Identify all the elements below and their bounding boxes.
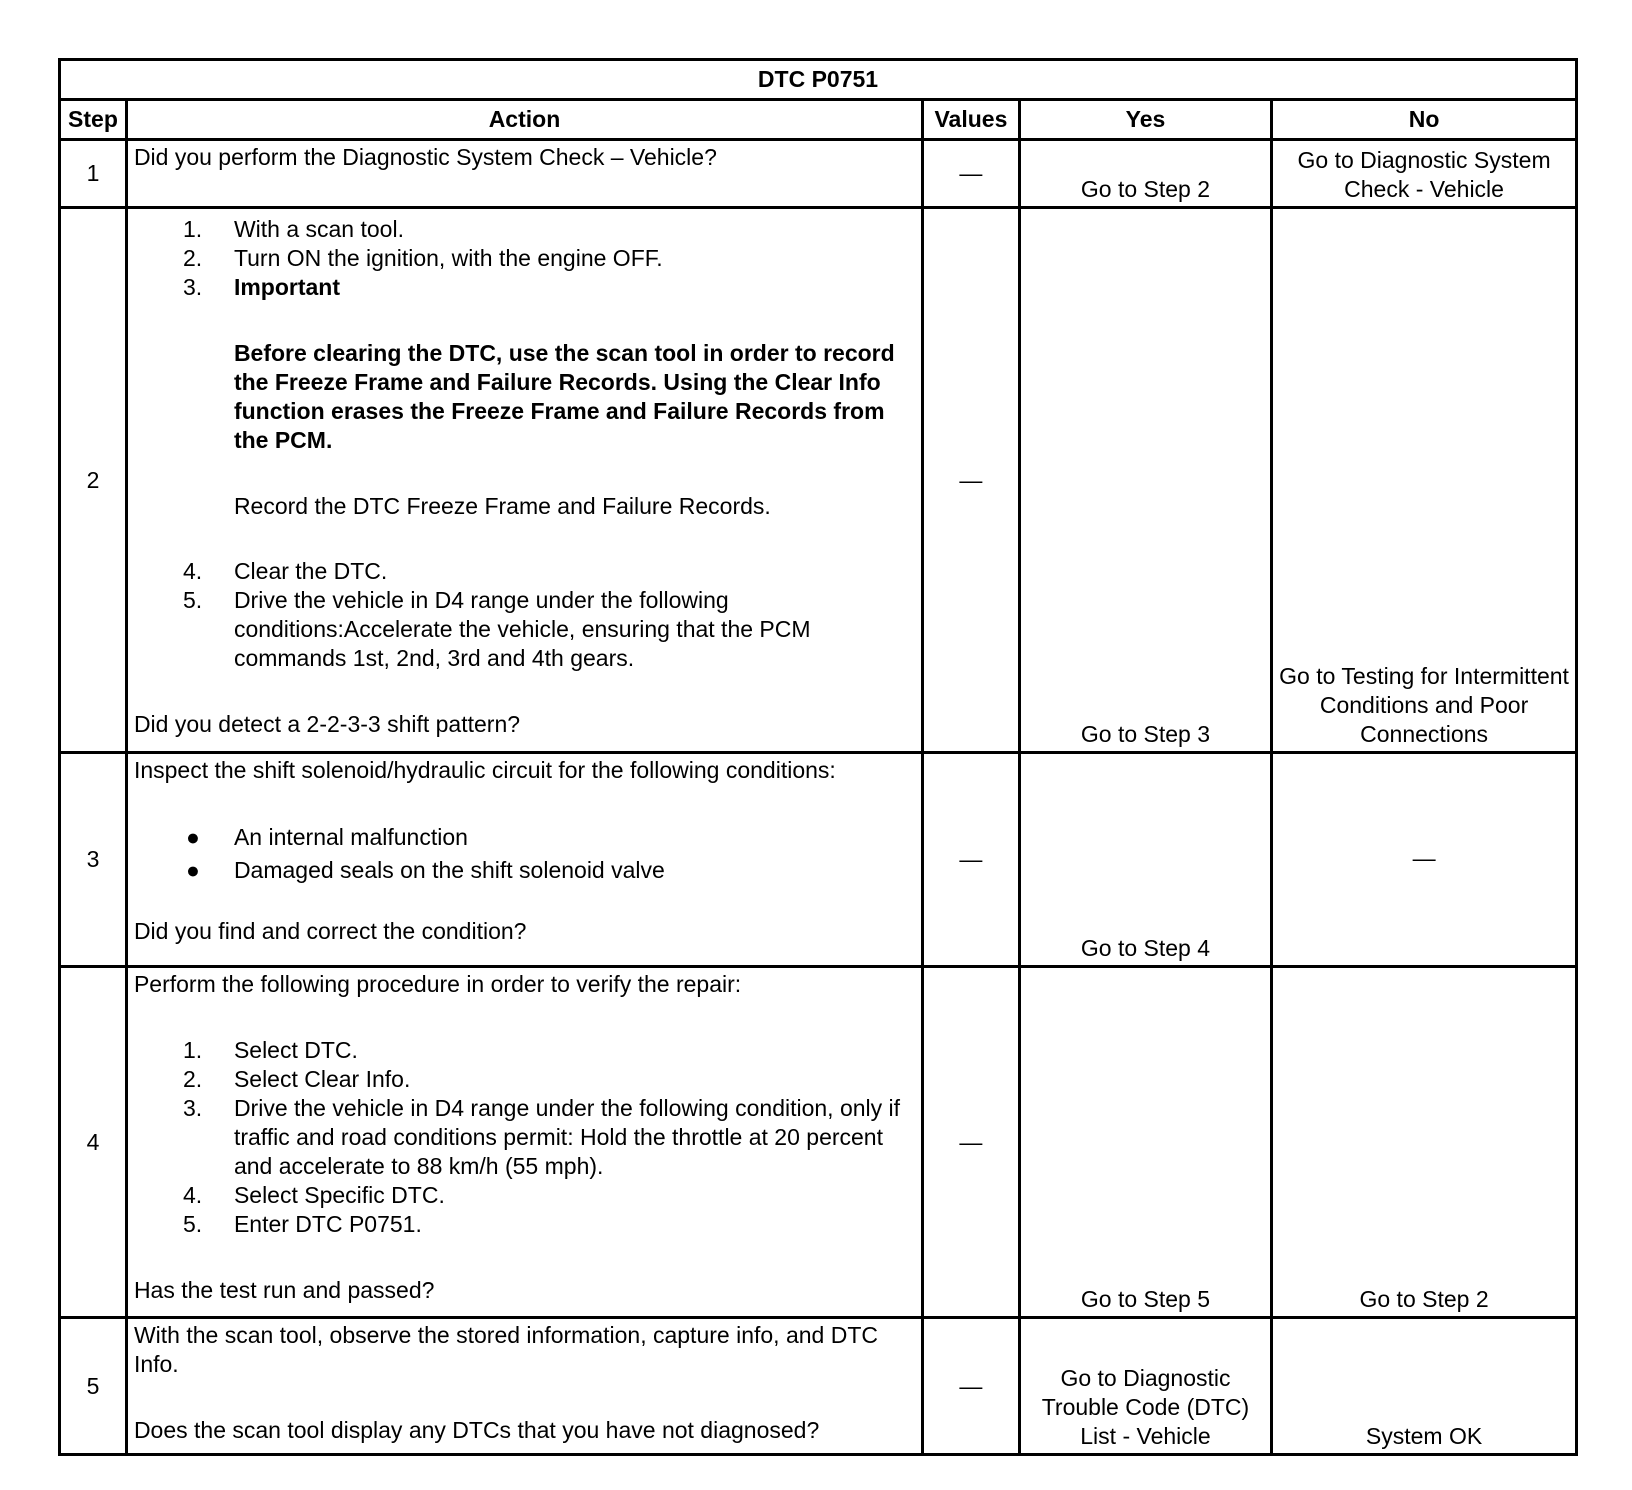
list-item: ● An internal malfunction [185, 824, 468, 850]
bullet-icon: ● [185, 824, 200, 850]
yes-cell: Go to Step 3 [1019, 208, 1271, 753]
no-cell: Go to Testing for Intermittent Conditions and Poor Connections [1272, 208, 1577, 753]
condition-list [134, 823, 915, 885]
action-cell [126, 1318, 922, 1455]
list-item: 1. Select DTC. [182, 1037, 358, 1063]
procedure-list [134, 1036, 915, 1239]
action-question: Does the scan tool display any DTCs that you have not diagnosed? [133, 1417, 820, 1443]
table-row-step-4 [60, 967, 1577, 1318]
procedure-list [134, 215, 915, 302]
table-title-row [60, 60, 1577, 100]
yes-cell: Go to Step 4 [1019, 753, 1271, 967]
table-title: DTC P0751 [60, 60, 1577, 100]
action-question: Did you detect a 2-2-3-3 shift pattern? [133, 711, 521, 737]
yes-cell: Go to Step 2 [1019, 140, 1271, 208]
action-intro: With the scan tool, observe the stored information, capture info, and DTC Info. [133, 1322, 878, 1377]
record-instruction: Record the DTC Freeze Frame and Failure Records. [233, 493, 771, 519]
no-cell: — [1272, 753, 1577, 967]
no-cell: System OK [1272, 1318, 1577, 1455]
no-cell: Go to Diagnostic System Check - Vehicle [1272, 140, 1577, 208]
yes-cell: Go to Diagnostic Trouble Code (DTC) List - Vehicle [1019, 1318, 1271, 1455]
action-question: Did you perform the Diagnostic System Check – Vehicle? [133, 144, 717, 170]
bullet-icon: ● [185, 857, 200, 883]
values-cell: — [923, 140, 1020, 208]
action-intro: Perform the following procedure in order to verify the repair: [133, 971, 742, 997]
table-row-step-1 [60, 140, 1577, 208]
list-item: 5. Enter DTC P0751. [182, 1211, 422, 1237]
action-cell [126, 208, 922, 753]
step-number: 2 [60, 208, 127, 753]
header-step: Step [60, 100, 127, 140]
list-item: 5. Drive the vehicle in D4 range under the following conditions:Accelerate the vehicle, ensuring that the PCM commands 1st, 2nd, 3rd and 4th gears. [182, 587, 811, 671]
list-item: 4. Clear the DTC. [182, 558, 388, 584]
values-cell: — [923, 967, 1020, 1318]
header-yes: Yes [1019, 100, 1271, 140]
action-cell [126, 140, 922, 208]
header-no: No [1272, 100, 1577, 140]
list-item: 2. Turn ON the ignition, with the engine OFF. [182, 245, 663, 271]
table-row-step-3 [60, 753, 1577, 967]
list-item: 1. With a scan tool. [182, 216, 404, 242]
step-number: 5 [60, 1318, 127, 1455]
step-number: 1 [60, 140, 127, 208]
dtc-procedure-table [58, 58, 1578, 1456]
table-row-step-5 [60, 1318, 1577, 1455]
procedure-list [134, 557, 915, 673]
values-cell: — [923, 753, 1020, 967]
header-action: Action [126, 100, 922, 140]
action-question: Has the test run and passed? [133, 1277, 435, 1303]
step-number: 3 [60, 753, 127, 967]
dtc-table-sheet [58, 58, 1578, 1456]
header-values: Values [923, 100, 1020, 140]
table-header-row [60, 100, 1577, 140]
values-cell: — [923, 1318, 1020, 1455]
yes-cell: Go to Step 5 [1019, 967, 1271, 1318]
step-number: 4 [60, 967, 127, 1318]
values-cell: — [923, 208, 1020, 753]
list-item: 3. Important [182, 274, 340, 300]
table-row-step-2 [60, 208, 1577, 753]
action-intro: Inspect the shift solenoid/hydraulic circuit for the following conditions: [133, 757, 836, 783]
important-note: Before clearing the DTC, use the scan tool in order to record the Freeze Frame and Failure Records. Using the Clear Info function erases the Freeze Frame and Failure Records from the PCM. [233, 340, 895, 453]
list-item: 4. Select Specific DTC. [182, 1182, 445, 1208]
action-cell [126, 967, 922, 1318]
list-item: 2. Select Clear Info. [182, 1066, 411, 1092]
action-question: Did you find and correct the condition? [133, 918, 527, 944]
list-item: 3. Drive the vehicle in D4 range under the following condition, only if traffic and road conditions permit: Hold the throttle at 20 percent and accelerate to 88 km/h (55 mph). [182, 1095, 901, 1179]
action-cell [126, 753, 922, 967]
list-item: ● Damaged seals on the shift solenoid valve [185, 857, 665, 883]
no-cell: Go to Step 2 [1272, 967, 1577, 1318]
